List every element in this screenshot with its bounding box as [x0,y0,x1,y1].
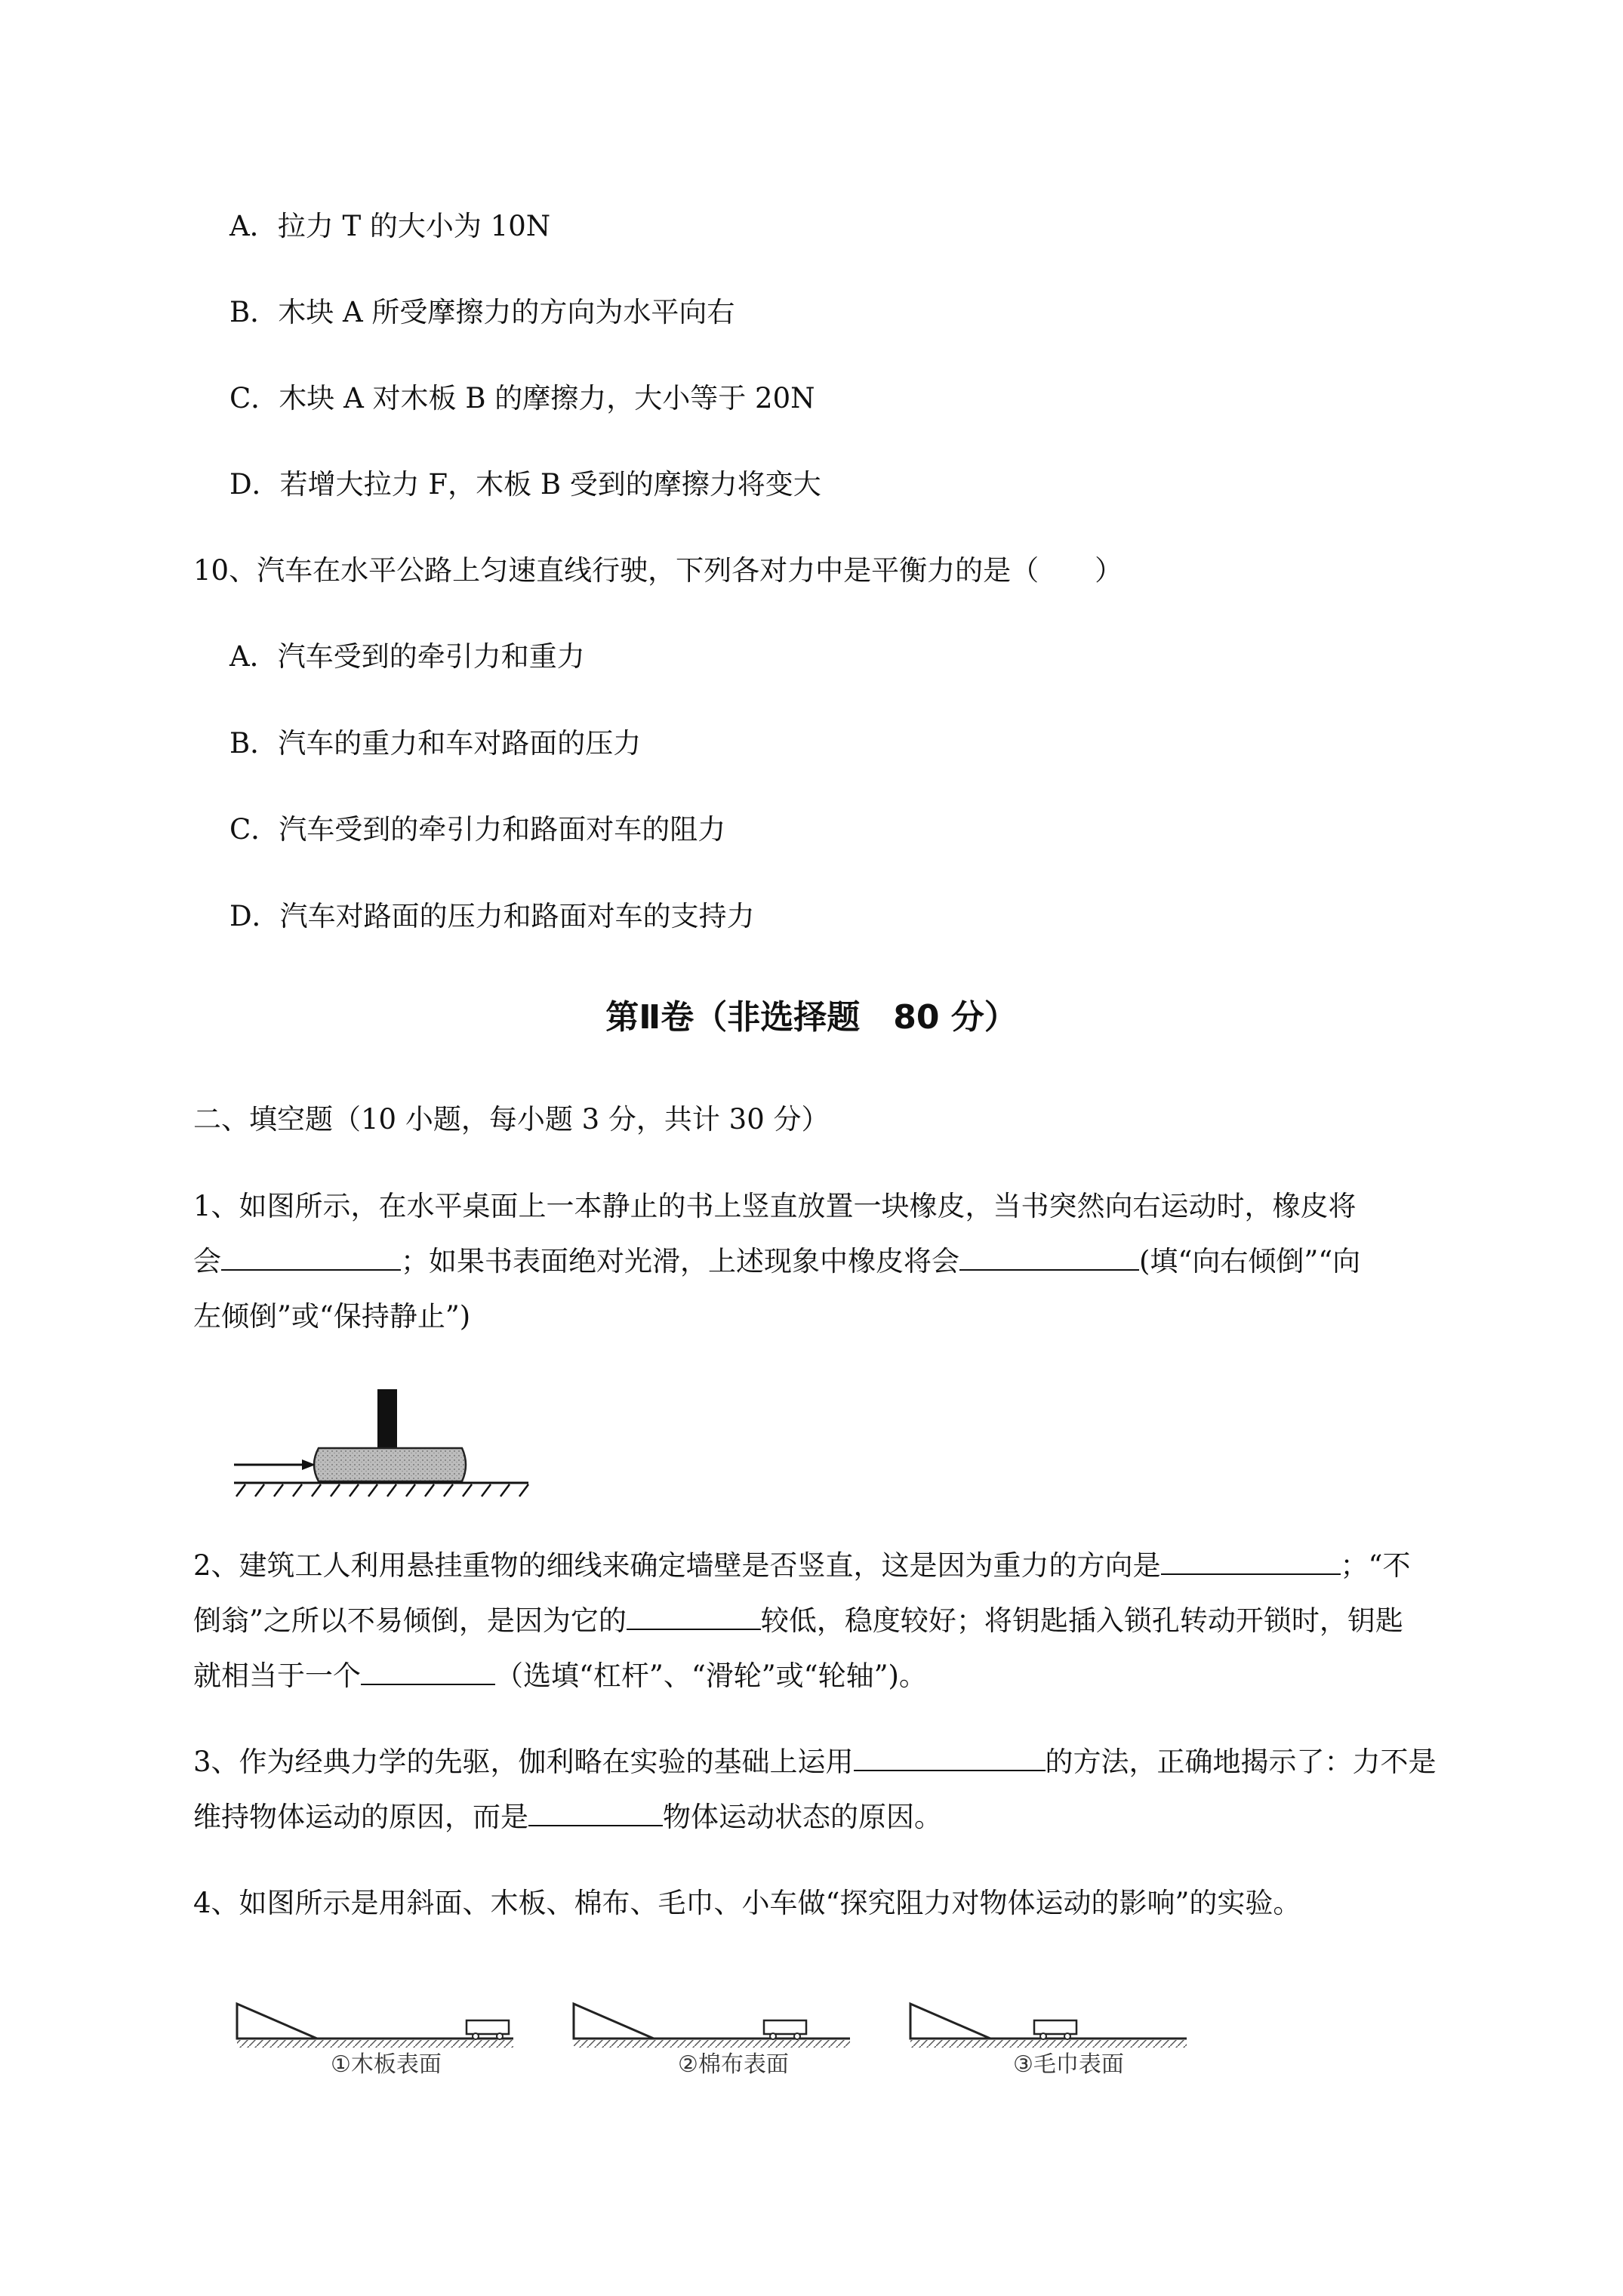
fill1-text-c: (填“向右倾倒”“向 [1139,1245,1361,1277]
fill3-line2 [193,1799,942,1835]
fill2-text-e: 就相当于一个 [193,1660,361,1692]
q9-option-a: A．拉力 T 的大小为 10N [229,210,551,242]
book-eraser-figure [226,1382,544,1502]
fill2-line2 [193,1603,1403,1639]
q9-option-c: C．木块 A 对木板 B 的摩擦力，大小等于 20N [229,382,815,415]
fill2-text-f: （选填“杠杆”、“滑轮”或“轮轴”)。 [495,1660,927,1692]
q10-option-a: A．汽车受到的牵引力和重力 [229,640,585,673]
answer-blank[interactable] [854,1744,1046,1771]
book [314,1448,466,1481]
answer-blank[interactable] [361,1658,495,1685]
fill3-text-d: 物体运动状态的原因。 [663,1801,942,1833]
eraser [377,1389,397,1450]
answer-blank[interactable] [221,1244,401,1271]
fill1-text-a: 会 [193,1245,221,1277]
q9-option-b: B．木块 A 所受摩擦力的方向为水平向右 [229,296,735,328]
surface-label-cotton: ②棉布表面 [678,2051,789,2078]
fill1-line2 [193,1244,1360,1280]
fill3-text-a: 3、作为经典力学的先驱，伽利略在实验的基础上运用 [193,1746,854,1778]
fill2-line1 [193,1548,1410,1584]
fill1-line1: 1、如图所示，在水平桌面上一本静止的书上竖直放置一块橡皮，当书突然向右运动时，橡皮将 [193,1190,1357,1222]
surface-label-towel: ③毛巾表面 [1013,2051,1124,2078]
surface-label-wood: ①木板表面 [331,2051,442,2078]
fill3-line1 [193,1744,1437,1780]
q10-option-b: B．汽车的重力和车对路面的压力 [229,727,642,760]
q9-option-d: D．若增大拉力 F，木板 B 受到的摩擦力将变大 [229,468,821,501]
fill2-text-d: 较低，稳度较好；将钥匙插入锁孔转动开锁时，钥匙 [760,1604,1403,1637]
answer-blank[interactable] [528,1799,663,1826]
q10-option-d: D．汽车对路面的压力和路面对车的支持力 [229,900,755,932]
answer-blank[interactable] [1161,1548,1341,1575]
cart-icon [467,2020,509,2034]
q10-option-c: C．汽车受到的牵引力和路面对车的阻力 [229,813,726,846]
fill2-text-a: 2、建筑工人利用悬挂重物的细线来确定墙壁是否竖直，这是因为重力的方向是 [193,1549,1161,1582]
fill2-text-b: ；“不 [1340,1549,1411,1582]
fill4-line1: 4、如图所示是用斜面、木板、棉布、毛巾、小车做“探究阻力对物体运动的影响”的实验。 [193,1887,1301,1919]
ramp-setup-3 [910,2004,1187,2078]
fill2-text-c: 倒翁”之所以不易倾倒，是因为它的 [193,1604,627,1637]
ramp-experiment-figure [226,1993,1208,2091]
q10-stem: 10、汽车在水平公路上匀速直线行驶，下列各对力中是平衡力的是（ ） [193,554,1123,587]
fill3-text-b: 的方法，正确地揭示了：力不是 [1045,1746,1437,1778]
cart-icon [1034,2020,1076,2034]
answer-blank[interactable] [627,1603,761,1630]
fill3-text-c: 维持物体运动的原因，而是 [193,1801,528,1833]
section-header: 二、填空题（10 小题，每小题 3 分，共计 30 分） [193,1103,830,1136]
fill1-line3: 左倾倒”或“保持静止”) [193,1300,471,1333]
fill1-text-b: ；如果书表面绝对光滑，上述现象中橡皮将会 [401,1245,959,1277]
fill2-line3 [193,1658,927,1694]
ramp-setup-1 [237,2004,513,2078]
ramp-setup-2 [574,2004,850,2078]
answer-blank[interactable] [959,1244,1139,1271]
cart-icon [764,2020,806,2034]
section-title: 第Ⅱ卷（非选择题 80 分） [605,998,1018,1037]
